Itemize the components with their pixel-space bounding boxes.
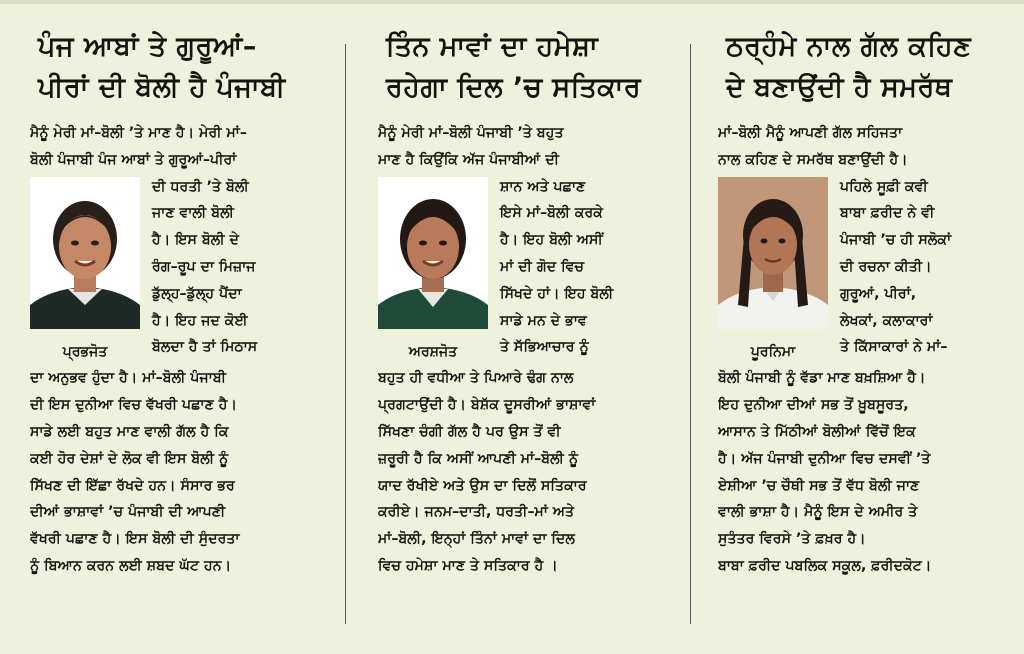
article-body: ਮੈਨੂੰ ਮੇਰੀ ਮਾਂ–ਬੋਲੀ ਪੰਜਾਬੀ ’ਤੇ ਬਹੁਤ ਮਾਣ ਹੈ ਕਿਉਂਕਿ ਅੱਜ ਪੰਜਾਬੀਆਂ ਦੀ ਅਰਸ਼ਜੋਤ ਸ਼ਾਨ ਅਤੇ ਪਛਾਣ ਇਸੇ ਮਾਂ–ਬੋਲੀ ਕਰਕੇ ਹੈ। ਇਹ ਬੋਲੀ ਅਸੀਂ ਮਾਂ ਦੀ ਗੋਦ ਵਿਚ ਸਿੱਖਦੇ ਹਾਂ। ਇਹ ਬੋਲੀ ਸਾਡੇ ਮਨ ਦੇ ਭਾਵ ਤੇ ਸੱਭਿਆਚਾਰ ਨੂੰ ਬਹੁਤ ਹੀ ਵਧੀਆ ਤੇ ਪਿਆਰੇ ਢੰਗ ਨਾਲ ਪ੍ਰਗਟਾਉਂਦੀ ਹੈ। ਬੇਸ਼ੱਕ ਦੂਸਰੀਆਂ ਭਾਸ਼ਾਵਾਂ ਸਿੱਖਣਾ ਚੰਗੀ ਗੱਲ ਹੈ ਪਰ ਉਸ ਤੋਂ ਵੀ ਜ਼ਰੂਰੀ ਹੈ ਕਿ ਅਸੀਂ ਆਪਣੀ ਮਾਂ–ਬੋਲੀ ਨੂੰ ਯਾਦ ਰੱਖੀਏ ਅਤੇ ਉਸ ਦਾ ਦਿਲੋਂ ਸਤਿਕਾਰ ਕਰੀਏ। ਜਨਮ–ਦਾਤੀ, ਧਰਤੀ–ਮਾਂ ਅਤੇ ਮਾਂ–ਬੋਲੀ, ਇਨ੍ਹਾਂ ਤਿੰਨਾਂ ਮਾਵਾਂ ਦਾ ਦਿਲ ਵਿਚ ਹਮੇਸ਼ਾ ਮਾਣ ਤੇ ਸਤਿਕਾਰ ਹੈ । bbox=[378, 125, 614, 574]
portrait-photo bbox=[30, 177, 140, 329]
article-headline: ਠਰ੍ਹੰਮੇ ਨਾਲ ਗੱਲ ਕਹਿਣ ਦੇ ਬਣਾਉਂਦੀ ਹੈ ਸਮਰੱਥ bbox=[726, 31, 972, 103]
portrait-photo bbox=[378, 177, 488, 329]
article-column-1 bbox=[30, 26, 325, 640]
article-column-2 bbox=[378, 26, 673, 640]
column-divider bbox=[345, 44, 346, 624]
column-divider bbox=[690, 44, 691, 624]
article-headline: ਪੰਜ ਆਬਾਂ ਤੇ ਗੁਰੂਆਂ– ਪੀਰਾਂ ਦੀ ਬੋਲੀ ਹੈ ਪੰਜਾਬੀ bbox=[38, 31, 286, 103]
article-headline: ਤਿੰਨ ਮਾਵਾਂ ਦਾ ਹਮੇਸ਼ਾ ਰਹੇਗਾ ਦਿਲ ’ਚ ਸਤਿਕਾਰ bbox=[386, 31, 642, 103]
portrait-photo bbox=[718, 177, 828, 329]
school-name: ਬਾਬਾ ਫ਼ਰੀਦ ਪਬਲਿਕ ਸਕੂਲ, ਫ਼ਰੀਦਕੋਟ। bbox=[718, 557, 932, 574]
portrait bbox=[378, 177, 488, 366]
portrait-caption: ਪ੍ਰਭਜੋਤ bbox=[62, 343, 108, 360]
article-body: ਮੈਨੂੰ ਮੇਰੀ ਮਾਂ–ਬੋਲੀ ’ਤੇ ਮਾਣ ਹੈ। ਮੇਰੀ ਮਾਂ– ਬੋਲੀ ਪੰਜਾਬੀ ਪੰਜ ਆਬਾਂ ਤੇ ਗੁਰੂਆਂ–ਪੀਰਾਂ ਪ੍ਰਭਜੋਤ ਦੀ ਧਰਤੀ ’ਤੇ ਬੋਲੀ ਜਾਣ ਵਾਲੀ ਬੋਲੀ ਹੈ। ਇਸ ਬੋਲੀ ਦੇ ਰੰਗ–ਰੂਪ ਦਾ ਮਿਜ਼ਾਜ ਡੁੱਲ੍ਹ–ਡੁੱਲ੍ਹ ਪੈਂਦਾ ਹੈ। ਇਹ ਜਦ ਕੋਈ ਬੋਲਦਾ ਹੈ ਤਾਂ ਮਿਠਾਸ ਦਾ ਅਨੁਭਵ ਹੁੰਦਾ ਹੈ। ਮਾਂ–ਬੋਲੀ ਪੰਜਾਬੀ ਦੀ ਇਸ ਦੁਨੀਆ ਵਿਚ ਵੱਖਰੀ ਪਛਾਣ ਹੈ। ਸਾਡੇ ਲਈ ਬਹੁਤ ਮਾਣ ਵਾਲੀ ਗੱਲ ਹੈ ਕਿ ਕਈ ਹੋਰ ਦੇਸ਼ਾਂ ਦੇ ਲੋਕ ਵੀ ਇਸ ਬੋਲੀ ਨੂੰ ਸਿੱਖਣ ਦੀ ਇੱਛਾ ਰੱਖਦੇ ਹਨ। ਸੰਸਾਰ ਭਰ ਦੀਆਂ ਭਾਸ਼ਾਵਾਂ ’ਚ ਪੰਜਾਬੀ ਦੀ ਆਪਣੀ ਵੱਖਰੀ ਪਛਾਣ ਹੈ। ਇਸ ਬੋਲੀ ਦੀ ਸੁੰਦਰਤਾ ਨੂੰ ਬਿਆਨ ਕਰਨ ਲਈ ਸ਼ਬਦ ਘੱਟ ਹਨ। bbox=[30, 125, 258, 574]
portrait bbox=[30, 177, 140, 366]
article-body: ਮਾਂ–ਬੋਲੀ ਮੈਨੂੰ ਆਪਣੀ ਗੱਲ ਸਹਿਜਤਾ ਨਾਲ ਕਹਿਣ ਦੇ ਸਮਰੱਥ ਬਣਾਉਂਦੀ ਹੈ। ਪੂਰਨਿਮਾ ਪਹਿਲੇ ਸੂਫ਼ੀ ਕਵੀ ਬਾਬਾ ਫ਼ਰੀਦ ਨੇ ਵੀ ਪੰਜਾਬੀ ’ਚ ਹੀ ਸਲੋਕਾਂ ਦੀ ਰਚਨਾ ਕੀਤੀ। ਗੁਰੂਆਂ, ਪੀਰਾਂ, ਲੇਖਕਾਂ, ਕਲਾਕਾਰਾਂ ਤੇ ਕਿੱਸਾਕਾਰਾਂ ਨੇ ਮਾਂ– ਬੋਲੀ ਪੰਜਾਬੀ ਨੂੰ ਵੱਡਾ ਮਾਣ ਬਖ਼ਸ਼ਿਆ ਹੈ। ਇਹ ਦੁਨੀਆ ਦੀਆਂ ਸਭ ਤੋਂ ਖ਼ੂਬਸੂਰਤ, ਆਸਾਨ ਤੇ ਮਿੱਠੀਆਂ ਬੋਲੀਆਂ ਵਿੱਚੋਂ ਇਕ ਹੈ। ਅੱਜ ਪੰਜਾਬੀ ਦੁਨੀਆ ਵਿਚ ਦਸਵੀਂ ’ਤੇ ਏਸ਼ੀਆ ’ਚ ਚੌਥੀ ਸਭ ਤੋਂ ਵੱਧ ਬੋਲੀ ਜਾਣ ਵਾਲੀ ਭਾਸ਼ਾ ਹੈ। ਮੈਨੂੰ ਇਸ ਦੇ ਅਮੀਰ ਤੇ ਸੁਤੰਤਰ ਵਿਰਸੇ ’ਤੇ ਫ਼ਖ਼ਰ ਹੈ। ਬਾਬਾ ਫ਼ਰੀਦ ਪਬਲਿਕ ਸਕੂਲ, ਫ਼ਰੀਦਕੋਟ। bbox=[718, 120, 1008, 580]
portrait-caption: ਪੂਰਨਿਮਾ bbox=[750, 343, 796, 360]
portrait bbox=[718, 177, 828, 366]
article-column-3 bbox=[718, 26, 1008, 640]
portrait-caption: ਅਰਸ਼ਜੋਤ bbox=[408, 343, 458, 360]
